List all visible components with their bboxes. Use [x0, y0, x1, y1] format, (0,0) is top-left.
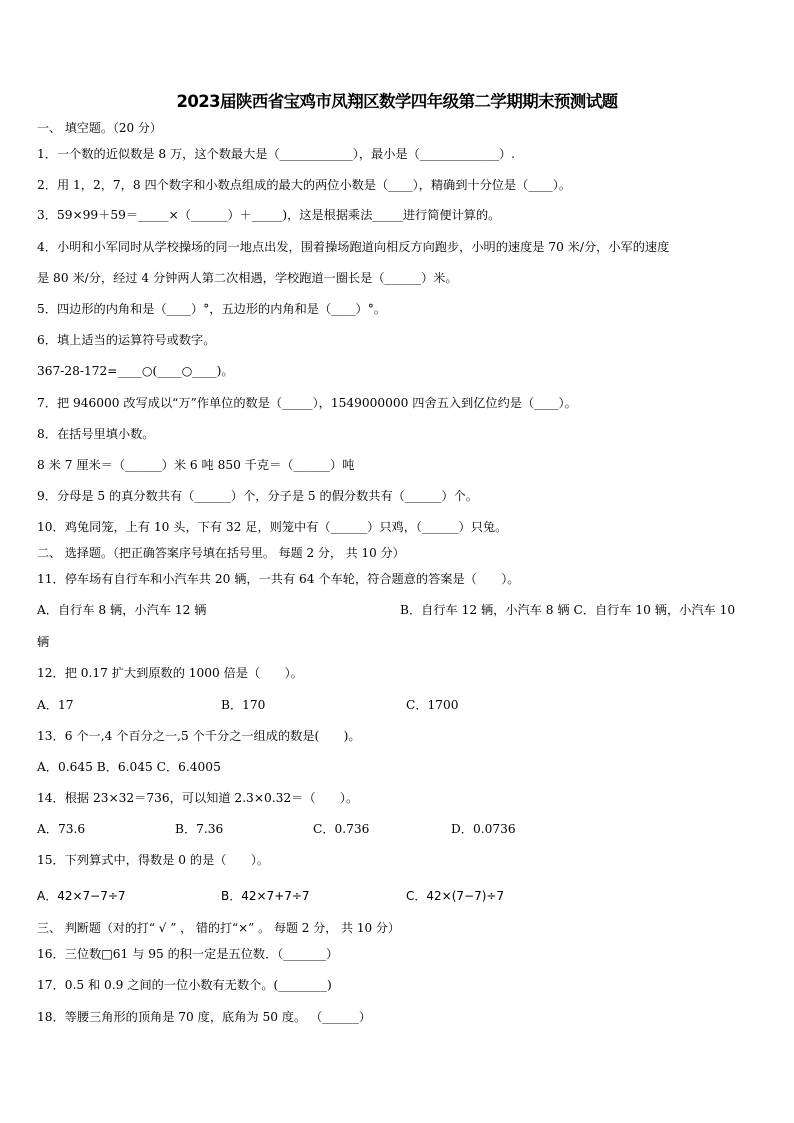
- question-11: 11．停车场有自行车和小汽车共 20 辆，一共有 64 个车轮，符合题意的答案是（ ）。: [37, 572, 520, 586]
- question-4-line2: 是 80 米/分，经过 4 分钟两人第二次相遇，学校跑道一圈长是（______）米。: [37, 271, 458, 285]
- question-6-expression: 367-28-172=____○(____○____)。: [37, 364, 234, 378]
- page-title: 2023届陕西省宝鸡市凤翔区数学四年级第二学期期末预测试题: [176, 92, 618, 111]
- question-15-option-b: B．42×7+7÷7: [221, 889, 310, 903]
- question-5: 5．四边形的内角和是（____）°，五边形的内角和是（____）°。: [37, 302, 387, 316]
- question-12-option-c: C．1700: [406, 698, 459, 712]
- question-13-options: A．0.645 B．6.045 C．6.4005: [37, 760, 221, 774]
- question-15: 15．下列算式中，得数是 0 的是（ ）。: [37, 853, 270, 867]
- question-7: 7．把 946000 改写成以“万”作单位的数是（_____），1549000000 四舍五入到亿位约是（____）。: [37, 396, 577, 410]
- question-12: 12．把 0.17 扩大到原数的 1000 倍是（ ）。: [37, 666, 303, 680]
- question-12-option-b: B．170: [221, 698, 266, 712]
- question-14-option-a: A．73.6: [37, 822, 86, 836]
- question-11-option-c-cont: 辆: [37, 635, 50, 649]
- question-14-option-c: C．0.736: [313, 822, 370, 836]
- question-17: 17．0.5 和 0.9 之间的一位小数有无数个。(________): [37, 978, 332, 992]
- question-3: 3．59×99＋59＝_____×（______）＋_____)，这是根据乘法_____进行简便计算的。: [37, 208, 501, 222]
- question-14-option-b: B．7.36: [175, 822, 224, 836]
- question-4-line1: 4．小明和小军同时从学校操场的同一地点出发，围着操场跑道向相反方向跑步，小明的速度是 70 米/分，小军的速度: [37, 240, 670, 254]
- question-11-option-a: A．自行车 8 辆，小汽车 12 辆: [37, 603, 207, 617]
- section-heading-true-false: 三、 判断题（对的打“ √ ” ， 错的打“×” 。 每题 2 分， 共 10 分）: [37, 921, 400, 935]
- question-16: 16．三位数□61 与 95 的积一定是五位数．（_______）: [37, 947, 339, 961]
- question-1: 1．一个数的近似数是 8 万，这个数最大是（____________），最小是（_____________）.: [37, 147, 516, 161]
- question-6: 6．填上适当的运算符号或数字。: [37, 333, 216, 347]
- question-8-items: 8 米 7 厘米＝（______）米 6 吨 850 千克＝（______）吨: [37, 458, 355, 472]
- section-heading-choice: 二、 选择题。（把正确答案序号填在括号里。 每题 2 分， 共 10 分）: [37, 546, 405, 560]
- question-15-option-c: C．42×(7−7)÷7: [406, 889, 505, 903]
- question-14: 14．根据 23×32＝736，可以知道 2.3×0.32＝（ ）。: [37, 791, 359, 805]
- question-18: 18．等腰三角形的顶角是 70 度，底角为 50 度。 （______）: [37, 1010, 372, 1024]
- question-13: 13．6 个一,4 个百分之一,5 个千分之一组成的数是( )。: [37, 729, 361, 743]
- section-heading-fill-blank: 一、 填空题。（20 分）: [37, 121, 162, 135]
- question-15-option-a: A．42×7−7÷7: [37, 889, 126, 903]
- question-10: 10．鸡兔同笼，上有 10 头，下有 32 足，则笼中有（______）只鸡，（______）只兔。: [37, 520, 508, 534]
- question-9: 9．分母是 5 的真分数共有（______）个，分子是 5 的假分数共有（______）个。: [37, 489, 478, 503]
- question-2: 2．用 1，2，7，8 四个数字和小数点组成的最大的两位小数是（____），精确到十分位是（____）。: [37, 178, 572, 192]
- question-14-option-d: D．0.0736: [451, 822, 516, 836]
- question-11-options-bc: B．自行车 12 辆，小汽车 8 辆 C．自行车 10 辆，小汽车 10: [400, 603, 736, 617]
- question-12-option-a: A．17: [37, 698, 74, 712]
- question-8: 8．在括号里填小数。: [37, 427, 155, 441]
